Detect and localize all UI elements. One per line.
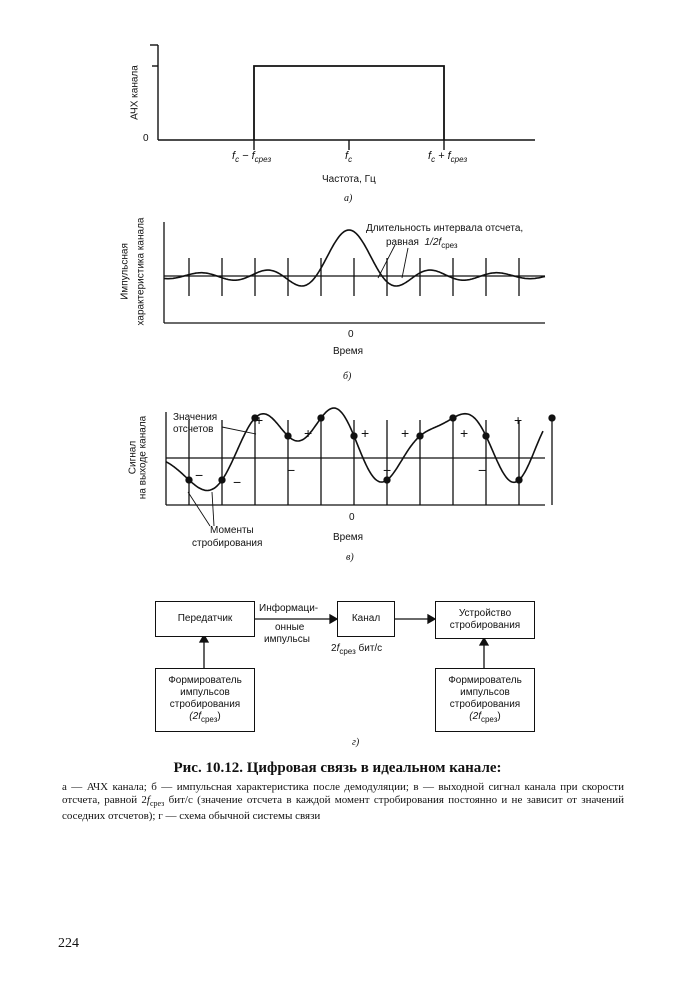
panel-b-ylabel-1: Импульсная <box>119 243 131 300</box>
panel-c-ylabel-2: на выходе канала <box>137 415 149 500</box>
panel-a-graphics <box>150 45 535 150</box>
strobe-shaper-box-right: Формирователь импульсов стробирования $(2f_{срез})$ <box>435 668 535 732</box>
arrow-shaper-to-device-head <box>480 638 488 645</box>
sample-value-dot <box>186 477 192 483</box>
panel-b-sample-ticks <box>189 258 519 296</box>
panel-b-annot-leader-2 <box>402 248 408 278</box>
panel-c-part-label: в) <box>346 552 354 563</box>
channel-box: Канал <box>337 601 395 637</box>
panel-a-part-label: а) <box>344 193 353 204</box>
panel-c-strobe-1: Моменты <box>210 525 254 536</box>
panel-c-values-1: Значения <box>173 412 218 423</box>
sign-plus: + <box>304 425 313 441</box>
panel-c-strobe-leader-2 <box>212 492 214 526</box>
sign-plus: + <box>401 425 410 441</box>
sign-minus: − <box>383 462 392 478</box>
panel-b-xlabel: Время <box>333 346 364 357</box>
sample-value-dot <box>483 433 489 439</box>
sign-plus: + <box>255 412 264 428</box>
panel-a-ylabel: АЧХ канала <box>129 65 141 120</box>
panel-a-tick-mid-label: $f_c$ <box>345 150 353 164</box>
sign-minus: − <box>287 462 296 478</box>
sample-value-dot <box>351 433 357 439</box>
sign-plus: + <box>460 425 469 441</box>
info-pulses-3: импульсы <box>264 634 310 645</box>
arrow-tx-to-channel-head <box>330 615 337 623</box>
panel-c-values-leader <box>222 427 256 434</box>
panel-c-strobe-leader-1 <box>188 492 210 526</box>
panel-c-strobe-2: стробирования <box>192 538 263 549</box>
sample-value-dot <box>417 433 423 439</box>
sign-plus: + <box>514 412 523 428</box>
strobe-shaper-box-left: Формирователь импульсов стробирования $(2f_{срез})$ <box>155 668 255 732</box>
panel-b-annotation-1: Длительность интервала отсчета, <box>366 223 524 234</box>
page-number: 224 <box>58 936 79 951</box>
transmitter-box: Передатчик <box>155 601 255 637</box>
sign-minus: − <box>233 474 242 490</box>
sample-value-dot <box>318 415 324 421</box>
panel-b-graphics <box>164 222 545 323</box>
panel-a-tick-right-label: $f_c + f_{срез}$ <box>428 150 468 164</box>
sample-value-dot <box>219 477 225 483</box>
figure-caption-body: а — АЧХ канала; б — импульсная характеристика после демодуляции; в — выходной сигнал канала при скорости отсчета, равной $2f_{срез}$ бит/с (значение отсчета в каждой момент стробирования постоянно и не зависит от значений соседних отсчетов); г — схема обычной системы связи <box>62 781 625 822</box>
panel-a-y-zero: 0 <box>143 133 149 144</box>
sign-minus: − <box>478 462 487 478</box>
panel-a-rect-response <box>254 66 444 140</box>
panel-b-annotation-2: равная $1/2f_{срез}$ <box>386 237 458 250</box>
sample-value-dot <box>450 415 456 421</box>
sample-value-dot <box>285 433 291 439</box>
panel-c-strobe-ticks <box>186 415 555 505</box>
panel-a-tick-left-label: $f_c - f_{срез}$ <box>232 150 272 164</box>
strobe-device-box: Устройство стробирования <box>435 601 535 639</box>
info-pulses-1: Информаци- <box>259 603 319 614</box>
panel-d-part-label: г) <box>352 737 360 748</box>
panel-b-zero: 0 <box>348 329 354 340</box>
panel-a-xlabel: Частота, Гц <box>322 174 376 185</box>
arrow-channel-to-device-head <box>428 615 435 623</box>
sign-minus: − <box>195 467 204 483</box>
rate-label: $2f_{срез}$ бит/с <box>331 643 383 656</box>
info-pulses-2: онные <box>275 622 305 633</box>
sample-value-dot <box>549 415 555 421</box>
panel-c-xlabel: Время <box>333 532 364 543</box>
panel-b-ylabel-2: характеристика канала <box>135 217 147 326</box>
panel-c-ylabel-1: Сигнал <box>127 440 139 475</box>
panel-b-part-label: б) <box>343 371 352 382</box>
panel-c-values-2: отсчетов <box>173 424 214 435</box>
sample-value-dot <box>516 477 522 483</box>
sign-plus: + <box>361 425 370 441</box>
panel-c-zero: 0 <box>349 512 355 523</box>
figure-caption-title: Рис. 10.12. Цифровая связь в идеальном канале: <box>173 760 502 776</box>
